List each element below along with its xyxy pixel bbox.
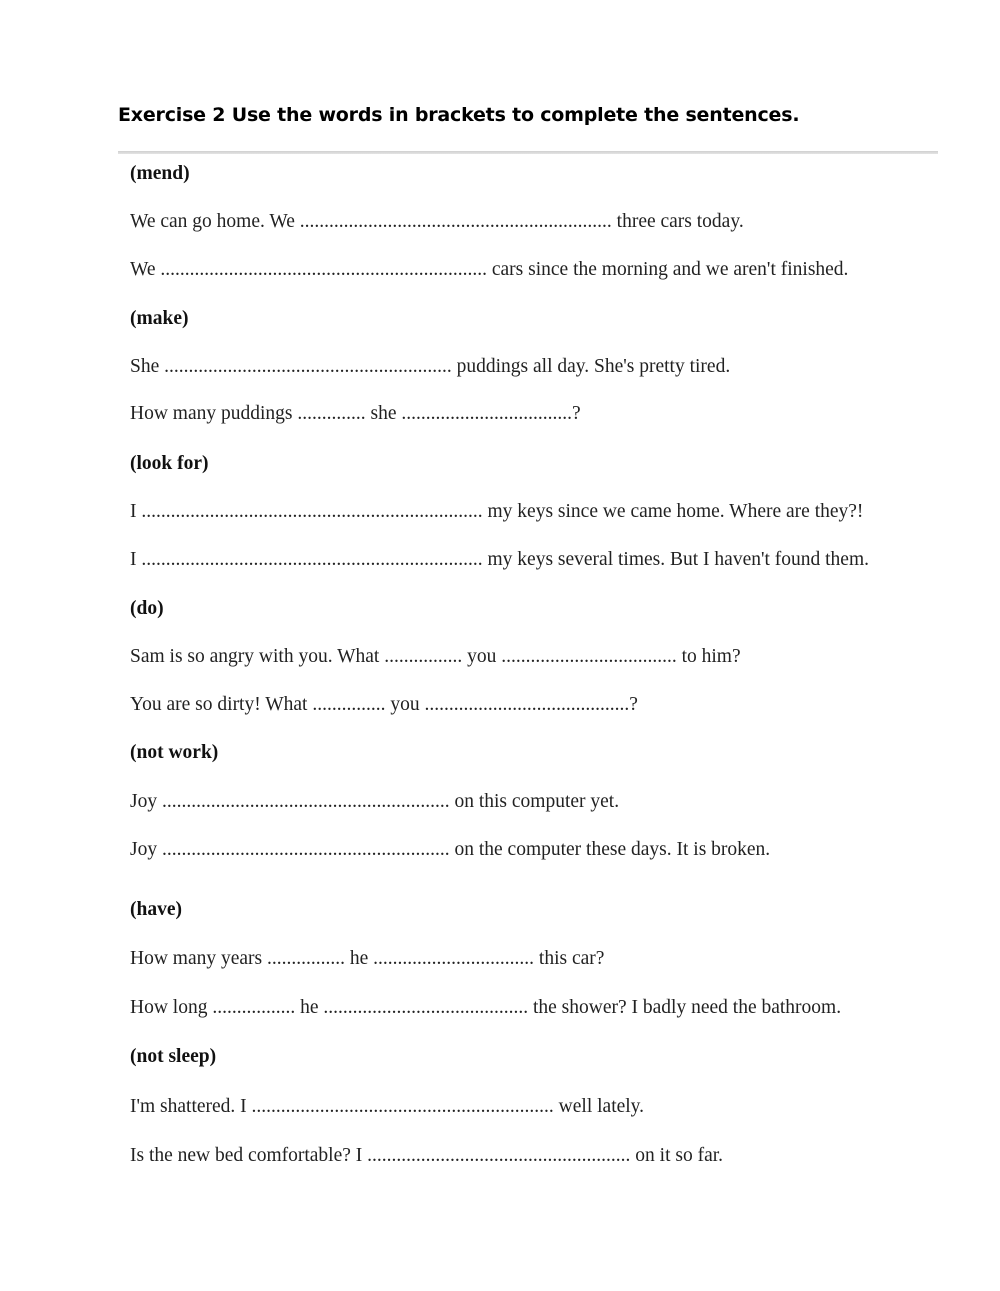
sentence-not-sleep-1: I'm shattered. I .............................................................. well lately.: [130, 1096, 645, 1117]
verb-heading-not-work: (not work): [130, 742, 219, 763]
sentence-mend-2: We ................................................................... cars since the morning and we aren't finished.: [130, 259, 849, 280]
exercise-title: Exercise 2 Use the words in brackets to complete the sentences.: [118, 104, 800, 126]
verb-heading-not-sleep: (not sleep): [130, 1046, 217, 1067]
verb-heading-do: (do): [130, 598, 164, 619]
verb-heading-have: (have): [130, 899, 182, 920]
sentence-mend-1: We can go home. We ................................................................ three cars today.: [130, 211, 744, 232]
sentence-not-work-2: Joy ........................................................... on the computer these days. It is broken.: [130, 839, 771, 860]
sentence-make-1: She ........................................................... puddings all day. She's pretty tired.: [130, 356, 731, 377]
sentence-have-1: How many years ................ he ................................. this car?: [130, 948, 605, 969]
verb-heading-mend: (mend): [130, 163, 190, 184]
sentence-have-2: How long ................. he .......................................... the shower? I badly need the bathroom.: [130, 997, 842, 1018]
sentence-not-work-1: Joy ........................................................... on this computer yet.: [130, 791, 620, 812]
sentence-look-for-2: I ...................................................................... my keys several times. But I haven't found them.: [130, 549, 870, 570]
sentence-do-2: You are so dirty! What ............... you ..........................................?: [130, 694, 638, 715]
verb-heading-look-for: (look for): [130, 453, 209, 474]
sentence-not-sleep-2: Is the new bed comfortable? I ...................................................... on it so far.: [130, 1145, 724, 1166]
verb-heading-make: (make): [130, 308, 189, 329]
sentence-do-1: Sam is so angry with you. What ................ you .................................... to him?: [130, 646, 741, 667]
sentence-make-2: How many puddings .............. she ...................................?: [130, 403, 581, 424]
title-divider: [118, 151, 938, 154]
sentence-look-for-1: I ...................................................................... my keys since we came home. Where are they?!: [130, 501, 864, 522]
